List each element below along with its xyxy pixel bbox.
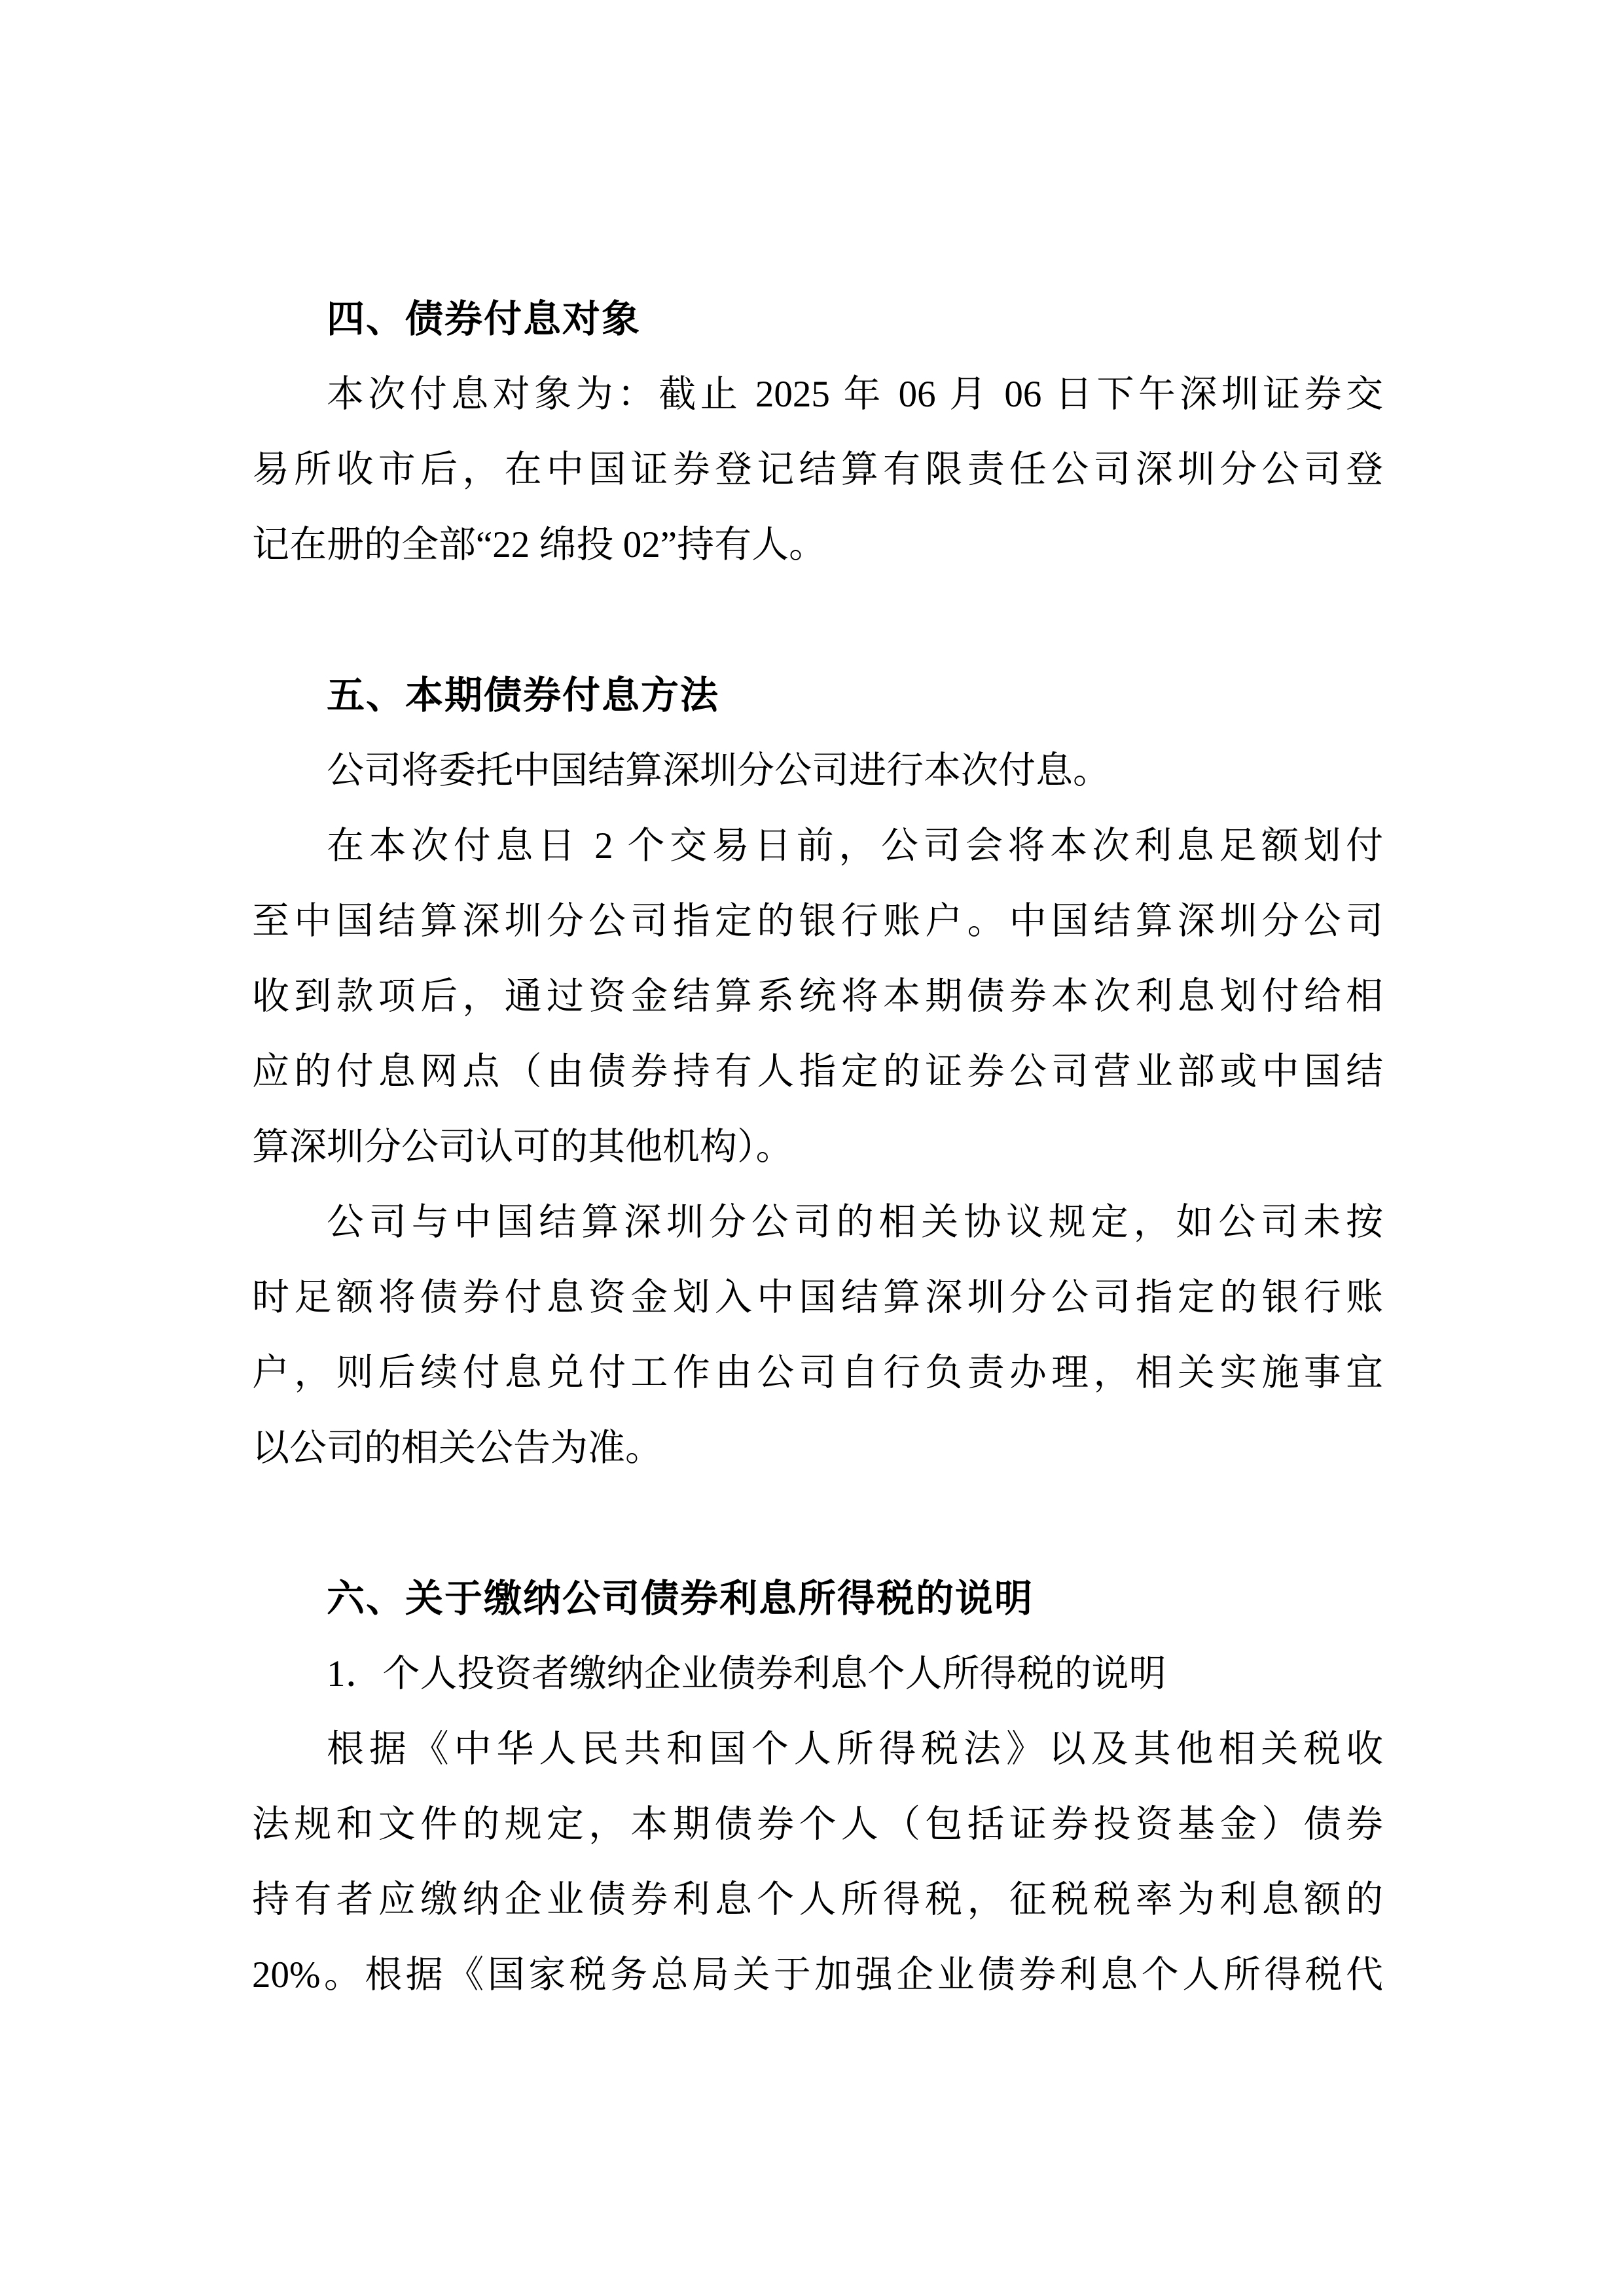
text-line: 根据《中华人民共和国个人所得税法》以及其他相关税收 bbox=[327, 1729, 1383, 1770]
text-line: 算深圳分公司认可的其他机构）。 bbox=[252, 1126, 793, 1168]
paragraph bbox=[252, 357, 1383, 583]
text-line: 公司将委托中国结算深圳分公司进行本次付息。 bbox=[327, 750, 1110, 791]
text-line: 1．个人投资者缴纳企业债券利息个人所得税的说明 bbox=[327, 1653, 1166, 1695]
paragraph bbox=[252, 1712, 1383, 2013]
paragraph bbox=[252, 733, 1383, 808]
text-line: 以公司的相关公告为准。 bbox=[252, 1427, 662, 1469]
text-line: 时足额将债券付息资金划入中国结算深圳分公司指定的银行账 bbox=[252, 1277, 1383, 1318]
text-line: 易所收市后，在中国证券登记结算有限责任公司深圳分公司登 bbox=[252, 449, 1383, 490]
text-line: 在本次付息日 2 个交易日前，公司会将本次利息足额划付 bbox=[327, 825, 1383, 867]
section-heading: 六、关于缴纳公司债券利息所得税的说明 bbox=[327, 1577, 1034, 1620]
section-payment-method bbox=[252, 658, 1383, 1486]
text-line: 本次付息对象为：截止 2025 年 06 月 06 日下午深圳证券交 bbox=[327, 374, 1383, 415]
section-heading: 五、本期债券付息方法 bbox=[327, 674, 720, 717]
text-line: 公司与中国结算深圳分公司的相关协议规定，如公司未按 bbox=[327, 1202, 1383, 1243]
section-bond-interest-recipients bbox=[252, 281, 1383, 583]
paragraph bbox=[252, 1185, 1383, 1486]
text-line: 至中国结算深圳分公司指定的银行账户。中国结算深圳分公司 bbox=[252, 901, 1383, 942]
section-heading: 四、债券付息对象 bbox=[327, 298, 641, 340]
text-line: 应的付息网点（由债券持有人指定的证券公司营业部或中国结 bbox=[252, 1051, 1383, 1092]
section-tax-notes bbox=[252, 1561, 1383, 2013]
text-line: 法规和文件的规定，本期债券个人（包括证券投资基金）债券 bbox=[252, 1804, 1383, 1845]
text-line: 持有者应缴纳企业债券利息个人所得税，征税税率为利息额的 bbox=[252, 1879, 1383, 1920]
text-line: 户，则后续付息兑付工作由公司自行负责办理，相关实施事宜 bbox=[252, 1352, 1383, 1393]
text-line: 20%。根据《国家税务总局关于加强企业债券利息个人所得税代 bbox=[252, 1954, 1383, 1996]
text-line: 记在册的全部“22 绵投 02”持有人。 bbox=[252, 524, 827, 565]
paragraph bbox=[252, 1636, 1383, 1712]
paragraph bbox=[252, 808, 1383, 1185]
text-line: 收到款项后，通过资金结算系统将本期债券本次利息划付给相 bbox=[252, 976, 1383, 1017]
